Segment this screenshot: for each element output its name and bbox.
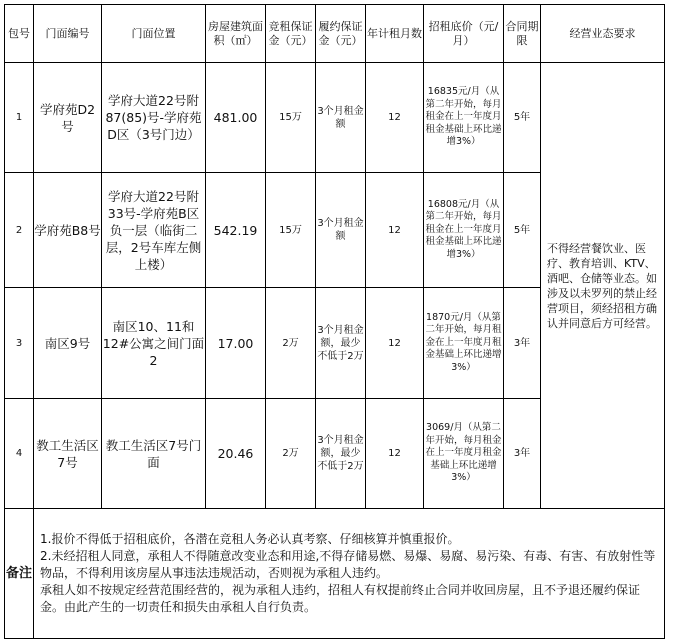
- business-requirement: 不得经营餐饮业、医疗、教育培训、KTV、酒吧、仓储等业态。如涉及以未罗列的禁止经营项目，须经招租方确认并同意后方可经营。: [541, 63, 665, 509]
- row-code: 教工生活区7号: [34, 399, 102, 509]
- note-line: 承租人如不按规定经营范围经营的，视为承租人违约，招租人有权提前终止合同并收回房屋，且不予退还履约保证金。由此产生的一切责任和损失由承租人自行负责。: [40, 583, 641, 614]
- header-location: 门面位置: [102, 5, 206, 63]
- row-bid-deposit: 15万: [266, 173, 316, 288]
- row-area: 20.46: [206, 399, 266, 509]
- row-perf-deposit: 3个月租金额: [316, 63, 366, 173]
- row-perf-deposit: 3个月租金额: [316, 173, 366, 288]
- header-code: 门面编号: [34, 5, 102, 63]
- header-area: 房屋建筑面积（㎡）: [206, 5, 266, 63]
- row-reserve: 16835元/月（从第二年开始，每月租金在上一年度月租金基础上环比递增3%）: [424, 63, 504, 173]
- header-term: 合同期限: [504, 5, 541, 63]
- header-months: 年计租月数: [366, 5, 424, 63]
- header-perf-deposit: 履约保证金（元）: [316, 5, 366, 63]
- header-reserve: 招租底价（元/月）: [424, 5, 504, 63]
- row-term: 5年: [504, 173, 541, 288]
- lease-table: [4, 4, 665, 639]
- row-location: 学府大道22号附87(85)号-学府苑D区（3号门边）: [102, 63, 206, 173]
- header-bid-deposit: 竞租保证金（元）: [266, 5, 316, 63]
- notes-row: [5, 509, 665, 639]
- row-term: 5年: [504, 63, 541, 173]
- row-code: 学府苑D2号: [34, 63, 102, 173]
- row-months: 12: [366, 63, 424, 173]
- row-pkg: 1: [5, 63, 34, 173]
- row-perf-deposit: 3个月租金额，最少不低于2万: [316, 288, 366, 399]
- row-perf-deposit: 3个月租金额，最少不低于2万: [316, 399, 366, 509]
- row-months: 12: [366, 288, 424, 399]
- header-requirement: 经营业态要求: [541, 5, 665, 63]
- row-reserve: 16808元/月（从第二年开始，每月租金在上一年度月租金基础上环比递增3%）: [424, 173, 504, 288]
- row-months: 12: [366, 173, 424, 288]
- row-term: 3年: [504, 399, 541, 509]
- row-location: 教工生活区7号门面: [102, 399, 206, 509]
- row-code: 南区9号: [34, 288, 102, 399]
- row-pkg: 2: [5, 173, 34, 288]
- row-reserve: 3069/月（从第二年开始，每月租金在上一年度月租金基础上环比递增3%）: [424, 399, 504, 509]
- header-pkg: 包号: [5, 5, 34, 63]
- row-bid-deposit: 2万: [266, 399, 316, 509]
- row-location: 南区10、11和12#公寓之间门面2: [102, 288, 206, 399]
- row-pkg: 4: [5, 399, 34, 509]
- row-bid-deposit: 15万: [266, 63, 316, 173]
- row-code: 学府苑B8号: [34, 173, 102, 288]
- note-line: 2.未经招租人同意，承租人不得随意改变业态和用途,不得存储易燃、易爆、易腐、易污染、有毒、有害、有放射性等物品，不得利用该房屋从事违法违规活动，否则视为承租人违约。: [40, 549, 656, 580]
- notes-label: 备注: [5, 509, 34, 639]
- row-term: 3年: [504, 288, 541, 399]
- row-reserve: 1870元/月（从第二年开始，每月租金在上一年度月租金基础上环比递增3%）: [424, 288, 504, 399]
- row-pkg: 3: [5, 288, 34, 399]
- row-location: 学府大道22号附33号-学府苑B区负一层（临街二层，2号车库左侧上楼）: [102, 173, 206, 288]
- row-months: 12: [366, 399, 424, 509]
- note-line: 1.报价不得低于招租底价，各潜在竞租人务必认真考察、仔细核算并慎重报价。: [40, 532, 460, 546]
- row-bid-deposit: 2万: [266, 288, 316, 399]
- row-area: 481.00: [206, 63, 266, 173]
- notes-content: [34, 509, 665, 639]
- row-area: 542.19: [206, 173, 266, 288]
- table-row: [5, 63, 665, 173]
- header-row: [5, 5, 665, 63]
- row-area: 17.00: [206, 288, 266, 399]
